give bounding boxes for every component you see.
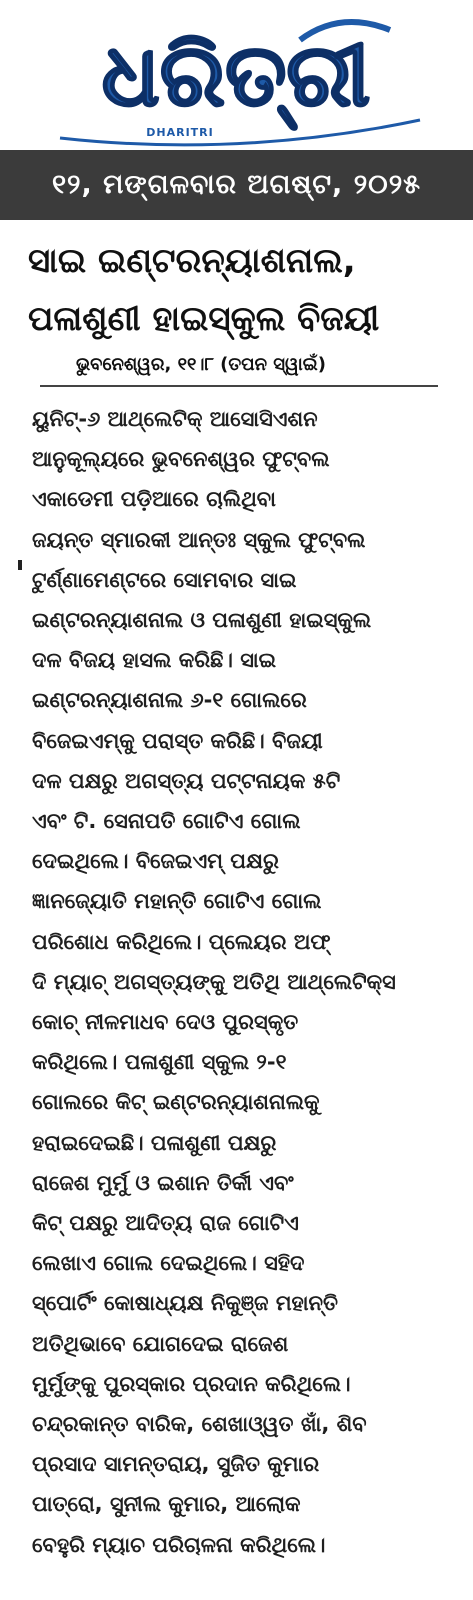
date-band: [0, 150, 473, 220]
body-line: ଇଣ୍ଟରନ୍ୟାଶନାଲ ୬-୧ ଗୋଲରେ: [32, 688, 307, 713]
body-line: ଦଳ ବିଜୟ ହାସଲ କରିଛି। ସାଇ: [32, 648, 277, 673]
body-line: ଜ୍ଞାନଜ୍ୟୋତି ମହାନ୍ତି ଗୋଟିଏ ଗୋଲ: [32, 889, 322, 914]
body-line: ଜୟନ୍ତ ସ୍ମାରକୀ ଆନ୍ତଃ ସ୍କୁଲ ଫୁଟ୍‌ବଲ: [32, 527, 366, 552]
body-line: ଦେଇଥିଲେ। ବିଜେଇଏମ୍ ପକ୍ଷରୁ: [32, 849, 279, 874]
headline-line: ସାଇ ଇଣ୍ଟରନ୍ୟାଶନାଲ,: [28, 241, 356, 281]
body-line: ଅତିଥିଭାବେ ଯୋଗଦେଇ ରାଜେଶ: [32, 1331, 289, 1356]
issue-date: ୧୨, ମଙ୍ଗଳବାର ଅଗଷ୍ଟ, ୨୦୨୫: [51, 169, 421, 200]
body-line: ବିଜେଇଏମ୍‌କୁ ପରାସ୍ତ କରିଛି। ବିଜୟୀ: [32, 728, 323, 753]
dharitri-logo: [0, 0, 473, 150]
news-clipping: [22, 222, 450, 1600]
divider: [40, 385, 438, 387]
body-line: ୟୁନିଟ୍-୬ ଆଥ୍ଲେଟିକ୍ ଆସୋସିଏଶନ: [32, 407, 318, 431]
article-dateline: ଭୁବନେଶ୍ୱର, ୧୧।୮ (ତପନ ସ୍ୱାଇଁ): [76, 354, 326, 375]
body-line: ଏକାଡେମୀ ପଡ଼ିଆରେ ଚାଲିଥିବା: [32, 487, 276, 512]
headline-line: ପଳାଶୁଣୀ ହାଇସ୍କୁଲ ବିଜୟୀ: [28, 299, 380, 339]
body-line: ଇଣ୍ଟରନ୍ୟାଶନାଲ ଓ ପଳାଶୁଣୀ ହାଇସ୍କୁଲ: [32, 608, 372, 633]
body-line: କରିଥିଲେ। ପଳାଶୁଣୀ ସ୍କୁଲ ୨-୧: [32, 1050, 287, 1075]
margin-mark: [18, 560, 22, 570]
body-line: ଆନୁକୂଲ୍ୟରେ ଭୁବନେଶ୍ୱର ଫୁଟ୍‌ବଲ: [32, 447, 330, 472]
body-line: ପାତ୍ରୋ, ସୁନୀଲ କୁମାର, ଆଲୋକ: [32, 1492, 301, 1517]
body-line: କିଟ୍ ପକ୍ଷରୁ ଆଦିତ୍ୟ ରାଜ ଗୋଟିଏ: [32, 1211, 299, 1236]
body-line: ପରିଶୋଧ କରିଥିଲେ। ପ୍ଲେୟର ଅଫ୍: [32, 929, 331, 954]
body-line: ମୁର୍ମୁଙ୍କୁ ପୁରସ୍କାର ପ୍ରଦାନ କରିଥିଲେ।: [32, 1371, 351, 1396]
body-line: ରାଜେଶ ମୁର୍ମୁ ଓ ଇଶାନ ତିର୍କୀ ଏବଂ: [32, 1170, 294, 1195]
body-line: ଦଳ ପକ୍ଷରୁ ଅଗସ୍ତ୍ୟ ପଟ୍ଟନାୟକ ୫ଟି: [32, 768, 341, 793]
body-line: ଚନ୍ଦ୍ରକାନ୍ତ ବାରିକ, ଶେଖାଓ୍ୱତ ଖାଁ, ଶିବ: [32, 1412, 367, 1437]
body-line: ଦି ମ୍ୟାଚ୍ ଅଗସ୍ତ୍ୟଙ୍କୁ ଅତିଥି ଆଥ୍ଲେଟିକ୍ସ: [32, 969, 396, 994]
body-line: ଏବଂ ଟି. ସେନାପତି ଗୋଟିଏ ଗୋଲ: [32, 809, 301, 834]
body-line: ଟୁର୍ଣ୍ଣାମେଣ୍ଟରେ ସୋମବାର ସାଇ: [32, 567, 297, 592]
logo-subtext: DHARITRI: [146, 126, 214, 139]
body-line: ହରାଇଦେଇଛି। ପଳାଶୁଣୀ ପକ୍ଷରୁ: [32, 1130, 277, 1155]
masthead: [0, 0, 473, 150]
logo-wordmark: ଧରିତ୍ରୀ: [101, 26, 371, 126]
body-line: ସ୍ପୋର୍ଟିଂ କୋଷାଧ୍ୟକ୍ଷ ନିକୁଞ୍ଜ ମହାନ୍ତି: [32, 1291, 338, 1316]
body-line: କୋଚ୍ ନୀଳମାଧବ ଦେଓ ପୁରସ୍କୃତ: [32, 1010, 299, 1035]
body-line: ଲେଖାଏ ଗୋଲ ଦେଇଥିଲେ। ସହିଦ: [32, 1251, 305, 1276]
body-line: ପ୍ରସାଦ ସାମନ୍ତରାୟ, ସୁଜିତ କୁମାର: [32, 1452, 320, 1477]
article-body: [32, 399, 440, 1565]
body-line: ବେହୁରି ମ୍ୟାଚ ପରିଚାଳନା କରିଥିଲେ।: [32, 1532, 326, 1557]
article-headline: [22, 232, 450, 348]
body-line: ଗୋଲରେ କିଟ୍ ଇଣ୍ଟରନ୍ୟାଶନାଲକୁ: [32, 1090, 320, 1115]
